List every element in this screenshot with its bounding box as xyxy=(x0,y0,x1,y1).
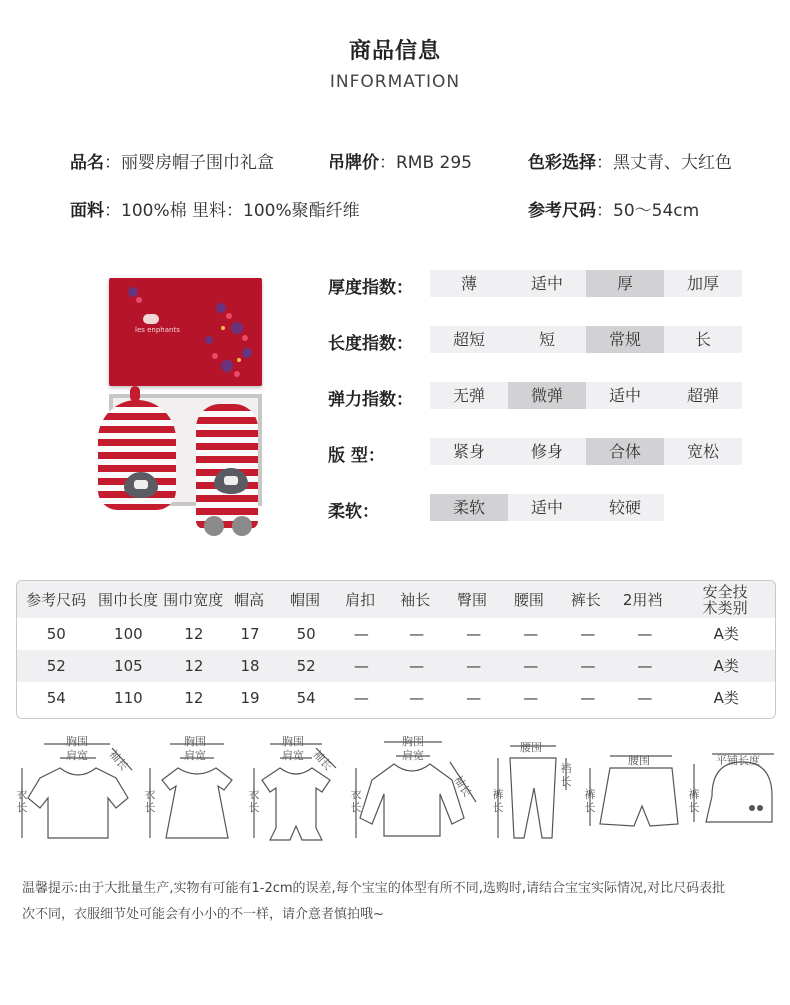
figure-label-sleeve: 袖长 xyxy=(310,747,335,773)
column-header: 2用裆 xyxy=(622,590,663,609)
table-cell: — xyxy=(466,689,482,707)
figure-label-crotch: 裆长 xyxy=(560,762,572,788)
table-header-row xyxy=(17,581,775,618)
figure-label-chest: 胸围 xyxy=(66,735,88,748)
index-option: 宽松 xyxy=(664,438,742,465)
table-body xyxy=(17,618,775,714)
index-option-selected: 厚 xyxy=(586,270,664,297)
column-header: 帽围 xyxy=(290,590,321,609)
info-size xyxy=(528,196,699,221)
figure-label-shoulder: 肩宽 xyxy=(66,749,88,762)
index-option: 超弹 xyxy=(664,382,742,409)
info-value: ：黑丈青、大红色 xyxy=(596,153,732,173)
product-image xyxy=(92,272,277,542)
index-label: 版 型： xyxy=(328,446,385,466)
info-value: ：RMB 295 xyxy=(379,153,472,173)
table-cell: — xyxy=(637,625,653,643)
index-option-selected: 微弹 xyxy=(508,382,586,409)
index-label: 弹力指数： xyxy=(328,390,413,410)
info-key: 面料 xyxy=(70,201,104,221)
figure-label-length: 衣长 xyxy=(144,788,156,814)
info-value: ：丽婴房帽子围巾礼盒 xyxy=(104,153,274,173)
figure-label-length: 衣长 xyxy=(16,788,28,814)
column-header: 安全技术类别 xyxy=(702,582,748,617)
info-fabric xyxy=(70,196,360,221)
column-header: 参考尺码 xyxy=(26,590,87,609)
table-cell: — xyxy=(353,657,369,675)
figure-label-pants-length: 裤长 xyxy=(688,788,700,814)
index-scale xyxy=(430,382,742,409)
table-cell: A类 xyxy=(713,625,739,643)
heart-patch-icon xyxy=(124,472,158,498)
info-price xyxy=(328,148,472,173)
figure-label-chest: 胸围 xyxy=(184,735,206,748)
table-cell: A类 xyxy=(713,689,739,707)
index-option: 长 xyxy=(664,326,742,353)
gift-box-lid xyxy=(109,278,262,386)
table-cell: 50 xyxy=(46,625,66,643)
table-row xyxy=(17,618,775,650)
table-cell: — xyxy=(466,625,482,643)
table-cell: 12 xyxy=(184,689,204,707)
info-key: 参考尺码 xyxy=(528,201,596,221)
table-row xyxy=(17,650,775,682)
table-cell: 17 xyxy=(240,625,260,643)
index-scale xyxy=(430,326,742,353)
column-header: 臀围 xyxy=(457,590,488,609)
index-option: 修身 xyxy=(508,438,586,465)
table-cell: 54 xyxy=(296,689,316,707)
info-value: ：50～54cm xyxy=(596,201,700,221)
size-table xyxy=(16,580,776,719)
page-title: 商品信息 xyxy=(348,39,441,64)
figure-label-flat-length: 平铺长度 xyxy=(716,754,760,767)
info-product-name xyxy=(70,148,274,173)
figure-label-pants-length: 裤长 xyxy=(492,788,504,814)
table-cell: 50 xyxy=(296,625,316,643)
table-cell: — xyxy=(409,625,425,643)
notice-line-2: 次不同，衣服细节处可能会有小小的不一样，请介意者慎拍哦~ xyxy=(22,907,384,922)
index-label: 厚度指数： xyxy=(328,278,413,298)
table-cell: 52 xyxy=(46,657,66,675)
figure-label-length: 衣长 xyxy=(248,788,260,814)
table-cell: 12 xyxy=(184,625,204,643)
info-key: 吊牌价 xyxy=(328,153,379,173)
striped-scarf xyxy=(196,404,258,529)
table-cell: 19 xyxy=(240,689,260,707)
column-header: 腰围 xyxy=(513,590,544,609)
table-cell: — xyxy=(409,689,425,707)
table-row xyxy=(17,682,775,714)
table-cell: 18 xyxy=(240,657,260,675)
index-scale xyxy=(430,270,742,297)
index-option: 加厚 xyxy=(664,270,742,297)
column-header: 袖长 xyxy=(400,590,431,609)
info-key: 色彩选择 xyxy=(528,153,596,173)
table-cell: 110 xyxy=(114,689,143,707)
page-subtitle: INFORMATION xyxy=(329,72,461,92)
pompom xyxy=(232,516,252,536)
figure-label-chest: 胸围 xyxy=(402,735,424,748)
info-color xyxy=(528,148,732,173)
table-cell: — xyxy=(523,657,539,675)
table-cell: — xyxy=(409,657,425,675)
index-option: 适中 xyxy=(586,382,664,409)
notice-line-1: 温馨提示:由于大批量生产,实物有可能有1-2cm的误差,每个宝宝的体型有所不同,选购时,请结合宝宝实际情况,对比尺码表批 xyxy=(22,881,726,896)
pompom xyxy=(204,516,224,536)
column-header: 围巾宽度 xyxy=(163,590,224,609)
table-cell: 12 xyxy=(184,657,204,675)
info-value: ：100%棉 里料：100%聚酯纤维 xyxy=(104,201,360,221)
figure-label-sleeve: 袖长 xyxy=(451,773,474,800)
table-cell: — xyxy=(580,657,596,675)
column-header: 围巾长度 xyxy=(97,590,158,609)
table-cell: — xyxy=(637,689,653,707)
brand-text: les enphants xyxy=(135,326,180,334)
index-option: 薄 xyxy=(430,270,508,297)
index-option: 适中 xyxy=(508,494,586,521)
figure-label-shoulder: 肩宽 xyxy=(402,749,424,762)
index-option: 短 xyxy=(508,326,586,353)
index-option: 适中 xyxy=(508,270,586,297)
table-cell: 100 xyxy=(114,625,143,643)
table-cell: 54 xyxy=(46,689,66,707)
index-label: 长度指数： xyxy=(328,334,413,354)
table-cell: — xyxy=(353,625,369,643)
index-scale xyxy=(430,438,742,465)
index-option-selected: 常规 xyxy=(586,326,664,353)
column-header: 帽高 xyxy=(234,590,265,609)
index-label: 柔软： xyxy=(328,502,379,522)
index-option-selected: 柔软 xyxy=(430,494,508,521)
figure-label-sleeve: 袖长 xyxy=(106,747,131,773)
info-key: 品名 xyxy=(70,153,104,173)
index-option: 无弹 xyxy=(430,382,508,409)
table-cell: 52 xyxy=(296,657,316,675)
table-cell: A类 xyxy=(713,657,739,675)
figure-label-waist: 腰围 xyxy=(520,741,542,754)
column-header: 裤长 xyxy=(570,590,601,609)
table-cell: — xyxy=(580,625,596,643)
index-scale xyxy=(430,494,664,521)
table-cell: 105 xyxy=(114,657,143,675)
heart-patch-icon xyxy=(214,468,248,494)
figure-label-waist: 腰围 xyxy=(628,754,650,767)
index-option: 较硬 xyxy=(586,494,664,521)
column-header: 肩扣 xyxy=(345,590,376,609)
figure-label-length: 衣长 xyxy=(350,788,362,814)
figure-label-chest: 胸围 xyxy=(282,735,304,748)
index-option-selected: 合体 xyxy=(586,438,664,465)
figure-label-shoulder: 肩宽 xyxy=(184,749,206,762)
index-option: 超短 xyxy=(430,326,508,353)
table-cell: — xyxy=(466,657,482,675)
table-cell: — xyxy=(580,689,596,707)
figure-label-shoulder: 肩宽 xyxy=(282,749,304,762)
table-cell: — xyxy=(523,689,539,707)
floral-pattern xyxy=(109,278,262,386)
index-option: 紧身 xyxy=(430,438,508,465)
table-cell: — xyxy=(523,625,539,643)
table-cell: — xyxy=(637,657,653,675)
figure-label-pants-length: 裤长 xyxy=(584,788,596,814)
table-cell: — xyxy=(353,689,369,707)
